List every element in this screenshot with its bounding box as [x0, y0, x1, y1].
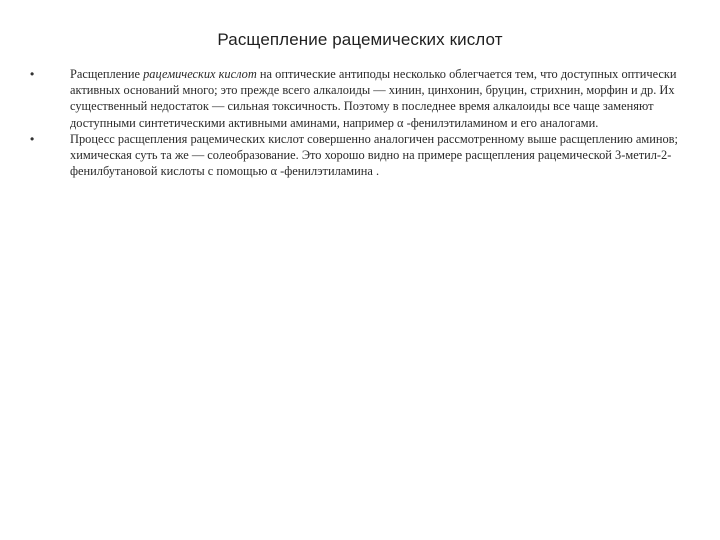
bullet-1-rest: на оптические антиподы несколько облегчается тем, что доступных оптически активных оснований много; это прежде всего алкалоиды — хинин, цинхонин, бруцин, стрихнин, морфин и др. Их существенный недостаток — сильная токсичность. Поэтому в последнее время алкалоиды все чаще заменяют доступными синтетическими активными аминами, например α -фенилэтиламином и его аналогами.: [70, 67, 677, 130]
slide-title: Расщепление рацемических кислот: [217, 30, 503, 49]
bullet-item-1: [30, 66, 680, 131]
bullet-dot-icon: •: [30, 67, 35, 81]
bullet-list: [30, 66, 680, 179]
bullet-dot-icon: •: [30, 131, 35, 146]
bullet-1-emphasis: рацемических кислот: [143, 67, 257, 81]
bullet-1-lead: Расщепление: [70, 67, 144, 81]
bullet-item-2: [30, 131, 680, 180]
bullet-2-text: Процесс расщепления рацемических кислот совершенно аналогичен рассмотренному выше расщеплению аминов; химическая суть та же — солеобразование. Это хорошо видно на примере расщепления рацемической 3-метил-2-фенилбутановой кислоты с помощью α -фенилэтиламина .: [70, 131, 678, 179]
